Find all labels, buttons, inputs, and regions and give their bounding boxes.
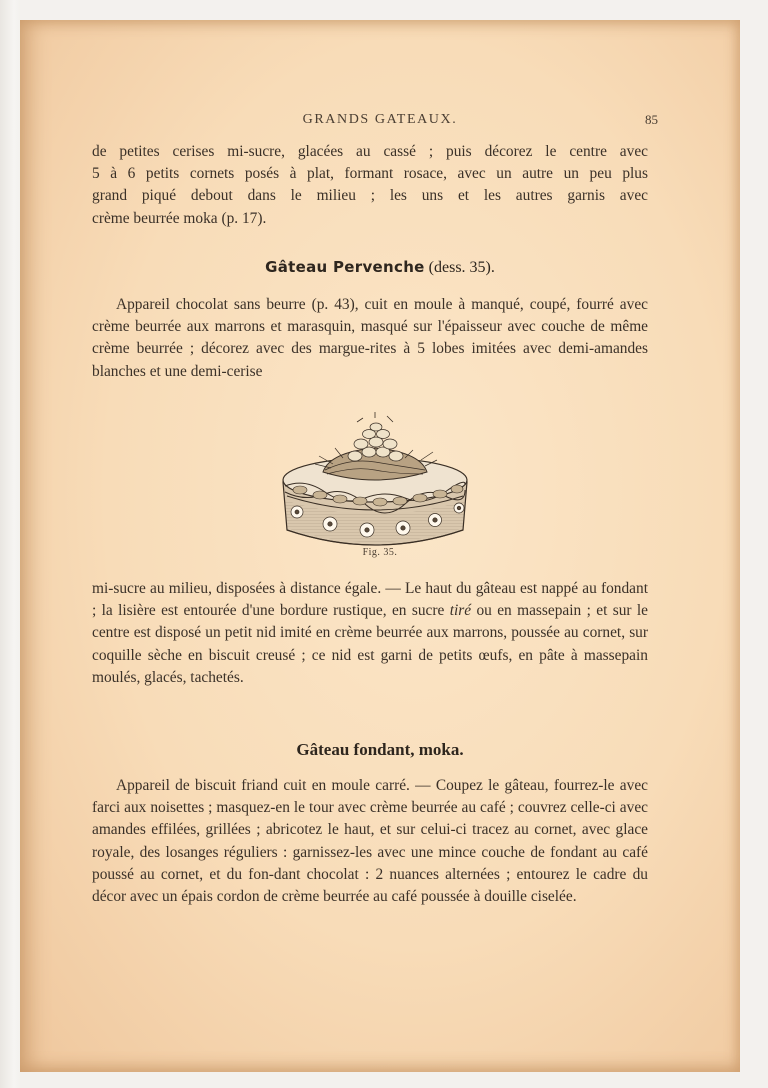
section-ref-pervenche: (dess. 35). xyxy=(428,259,495,276)
pervenche-text-2b: ou en massepain ; et sur le centre est disposé un petit nid imité en crème beurrée aux marrons, poussée au cornet, sur coquille sèche en biscuit creusé ; ce nid est garni de petits œufs, en pâte à massepain moulés, glacés, tachetés. xyxy=(92,602,648,686)
pervenche-text-2 xyxy=(92,578,648,689)
paragraph-fondant xyxy=(92,775,648,908)
figure-caption: Fig. 35. xyxy=(362,547,398,558)
intro-line-3: grand piqué debout dans le milieu ; les uns et les autres garnis avec xyxy=(92,187,648,205)
intro-line-1: de petites cerises mi-sucre, glacées au cassé ; puis décorez le centre avec xyxy=(92,143,648,160)
intro-paragraph xyxy=(92,141,648,230)
cake-illustration xyxy=(275,400,475,565)
running-head xyxy=(20,112,740,132)
intro-line-2: 5 à 6 petits cornets posés à plat, formant rosace, avec un autre un peu plus xyxy=(92,165,648,183)
intro-line-4: crème beurrée moka (p. 17). xyxy=(92,209,267,227)
section-heading-fondant: Gâteau fondant, moka. xyxy=(296,740,464,759)
paragraph-pervenche-1 xyxy=(92,294,648,383)
pervenche-text-1: Appareil chocolat sans beurre (p. 43), cuit en moule à manqué, coupé, fourré avec crème beurrée aux marrons et marasquin, masqué sur l'épaisseur avec couche de même crème beurrée ; décorez avec des margue-rites à 5 lobes imitées avec demi-amandes blanches et une demi-cerise xyxy=(92,296,648,380)
fondant-text: Appareil de biscuit friand cuit en moule carré. — Coupez le gâteau, fourrez-le avec farci aux noisettes ; masquez-en le tour avec crème beurrée au café ; couvrez celle-ci avec amandes effilées, grillées ; abricotez le haut, et sur celui-ci tracez au cornet, avec glace royale, des losanges réguliers : garnissez-les avec une mince couche de fondant au café poussé au cornet, et du fon-dant chocolat : 2 nuances alternées ; entourez le cadre du décor avec un épais cordon de crème beurrée au café poussée à douille ciselée. xyxy=(92,777,648,906)
pervenche-italic-word: tiré xyxy=(449,602,472,620)
page-number: 85 xyxy=(645,112,658,127)
section-heading-pervenche xyxy=(20,258,740,277)
section-title-pervenche: Gâteau Pervenche xyxy=(265,258,425,276)
pervenche-text-2a: mi-sucre au milieu, disposées à distance égale. — Le haut du gâteau est nappé au fondant ; la lisière est entourée d'une bordure rustique, en sucre xyxy=(92,580,648,620)
paragraph-pervenche-2 xyxy=(92,578,648,689)
book-page xyxy=(20,20,740,1072)
running-head-title: GRANDS GATEAUX. xyxy=(302,112,458,127)
